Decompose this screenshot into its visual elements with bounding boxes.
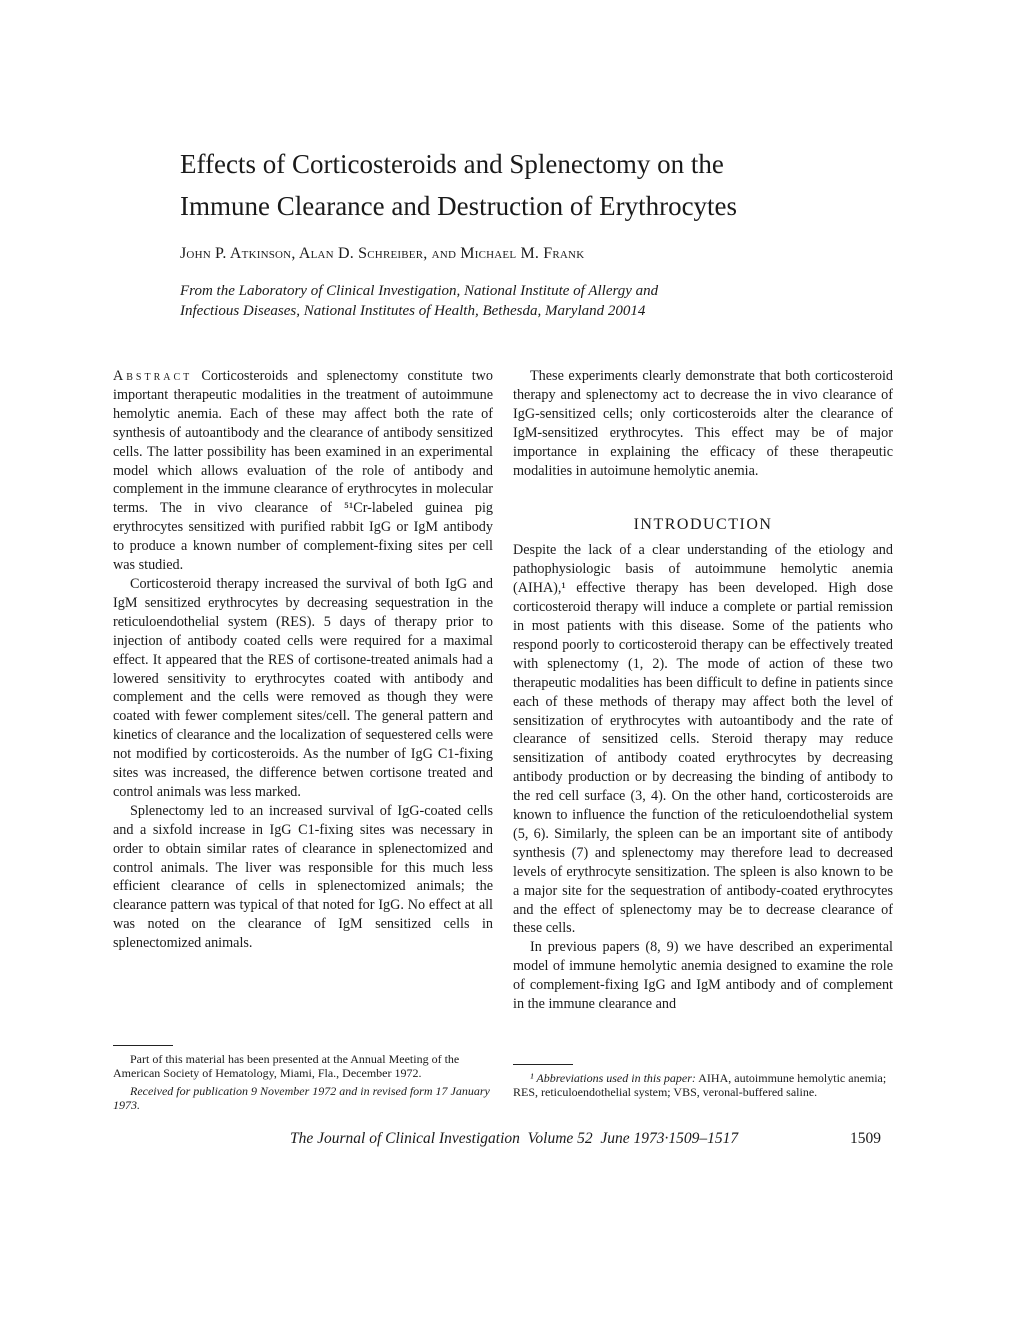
right-column bbox=[513, 367, 893, 1014]
right-footnotes bbox=[513, 1062, 893, 1103]
left-footnotes bbox=[113, 1043, 493, 1116]
introduction-heading: INTRODUCTION bbox=[633, 516, 773, 534]
journal-date-pages: June 1973·1509–1517 bbox=[600, 1130, 739, 1147]
abbreviations-footnote bbox=[513, 1071, 893, 1099]
title-line-2: Immune Clearance and Destruction of Erythrocytes bbox=[180, 191, 738, 221]
affiliation-line-1: From the Laboratory of Clinical Investigation, National Institute of Allergy and bbox=[180, 283, 659, 299]
abbreviations-label: ¹ Abbreviations used in this paper: bbox=[530, 1071, 696, 1085]
abstract-paragraph-4: These experiments clearly demonstrate that both corticosteroid therapy and splenectomy act to decrease the in vivo clearance of IgG-sensitized cells; only corticosteroids alter the clearance of IgM-sensitized erythrocytes. This effect may be of major importance in explaining the efficacy of these therapeutic modalities in autoimune hemolytic anemia. bbox=[513, 368, 893, 479]
article-title bbox=[180, 143, 880, 227]
abstract-paragraph-3: Splenectomy led to an increased survival of IgG-coated cells and a sixfold increase in IgG C1-fixing sites was necessary in order to obtain similar rates of clearance in splenectomized and control animals. The liver was responsible for this much less efficient clearance of cells in splenectomized animals; the clearance pattern was typical of that noted for IgG. No effect at all was noted on the clearance of IgM sensitized cells in splenectomized animals. bbox=[113, 802, 493, 952]
presentation-footnote: Part of this material has been presented at the Annual Meeting of the American Society of Hematology, Miami, Fla., December 1972. bbox=[113, 1052, 460, 1080]
footnote-rule bbox=[113, 1045, 173, 1046]
journal-volume: Volume 52 bbox=[527, 1130, 593, 1147]
abstract-paragraph-1 bbox=[113, 367, 493, 575]
affiliation-line-2: Infectious Diseases, National Institutes of Health, Bethesda, Maryland 20014 bbox=[180, 303, 646, 319]
introduction-paragraph-1: Despite the lack of a clear understanding of the etiology and pathophysiologic basis of autoimmune hemolytic anemia (AIHA),¹ effective therapy has been developed. High dose corticosteroid therapy will induce a complete or partial remission in most patients with this disease. Some of the patients who respond poorly to corticosteroid therapy can be effectively treated with splenectomy (1, 2). The mode of action of these two therapeutic modalities has been difficult to define in patients since each of these methods of therapy may affect both the level of sensitization of erythrocytes with autoantibody and the rate of clearance of sensitized cells. Steroid therapy may reduce sensitization of antibody coated erythrocytes by decreasing antibody production or by decreasing the binding of antibody to the red cell surface (3, 4). On the other hand, corticosteroids are known to influence the function of the reticuloendothelial system (5, 6). Similarly, the spleen can be an important site of antibody synthesis (7) and splenectomy may therefore lead to decreased levels of erythrocyte sensitization. The spleen is also known to be a major site for the sequestration of antibody-coated erythrocytes and the effect of splenectomy may be to decrease clearance of these cells. bbox=[513, 542, 893, 937]
abstract-paragraph-1-text: Corticosteroids and splenectomy constitute two important therapeutic modalities in the treatment of autoimmune hemolytic anemia. Each of these may affect both the rate of synthesis of autoantibody and the clearance of antibody sensitized cells. The latter possibility has been examined in an experimental model which allows evaluation of the role of antibody and complement in the immune clearance of erythrocytes in molecular terms. The in vivo clearance of ⁵¹Cr-labeled guinea pig erythrocytes sensitized with purified rabbit IgG or IgM antibody to produce a known number of complement-fixing sites per cell was studied. bbox=[113, 368, 494, 574]
journal-name: The Journal of Clinical Investigation bbox=[290, 1130, 520, 1147]
title-line-1: Effects of Corticosteroids and Splenectomy on the bbox=[180, 149, 724, 179]
received-footnote: Received for publication 9 November 1972 and in revised form 17 January 1973. bbox=[113, 1084, 490, 1112]
affiliation bbox=[180, 281, 820, 321]
page-footer bbox=[290, 1130, 890, 1148]
abbreviations-text: AIHA, autoimmune hemolytic anemia; RES, reticuloendothelial system; VBS, veronal-buffered saline. bbox=[513, 1071, 887, 1099]
introduction-paragraph-2: In previous papers (8, 9) we have described an experimental model of immune hemolytic anemia designed to examine the role of complement-fixing IgG and IgM antibody and of complement in the immune clearance and bbox=[513, 939, 893, 1013]
author-list: John P. Atkinson, Alan D. Schreiber, and Michael M. Frank bbox=[180, 245, 585, 262]
page-number: 1509 bbox=[850, 1130, 881, 1147]
abstract-label: Abstract bbox=[113, 368, 193, 384]
footnote-rule bbox=[513, 1064, 573, 1065]
left-column bbox=[113, 367, 493, 953]
abstract-paragraph-2: Corticosteroid therapy increased the survival of both IgG and IgM sensitized erythrocytes by decreasing sequestration in the reticuloendothelial system (RES). 5 days of therapy prior to injection of antibody coated cells were required for a maximal effect. It appeared that the RES of cortisone-treated animals had a lowered sensitivity to erythrocytes coated with antibody and complement and the cells were removed as though they were coated with fewer complement sites/cell. The general pattern and kinetics of clearance and the localization of sequestered cells were not modified by corticosteroids. As the number of IgG C1-fixing sites was increased, the difference betwen cortisone treated and control animals was less marked. bbox=[113, 575, 493, 800]
